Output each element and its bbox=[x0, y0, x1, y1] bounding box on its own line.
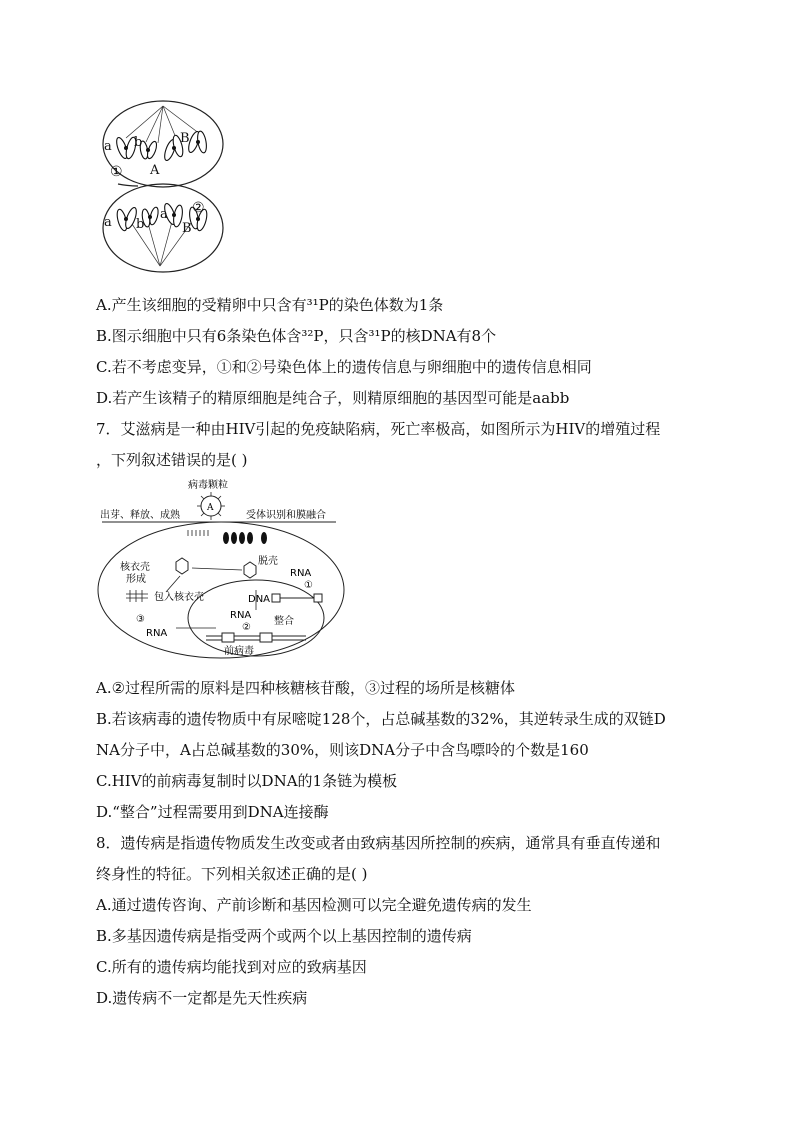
label-a-bottom-1: a bbox=[104, 215, 112, 230]
label-b-top: b bbox=[134, 135, 143, 150]
label-step3: ③ bbox=[136, 614, 145, 625]
q8-stem-line1: 8．遗传病是指遗传物质发生改变或者由致病基因所控制的疾病，通常具有垂直传递和 bbox=[96, 834, 661, 852]
label-rna-nucleus: RNA bbox=[230, 610, 252, 621]
q8-option-b: B.多基因遗传病是指受两个或两个以上基因控制的遗传病 bbox=[96, 927, 472, 945]
virion-glyph: A bbox=[207, 503, 214, 513]
label-capsid-form1: 核衣壳 bbox=[120, 562, 150, 573]
label-A-mid: A bbox=[150, 163, 160, 178]
q6-option-a: A.产生该细胞的受精卵中只含有³¹P的染色体数为1条 bbox=[96, 296, 444, 314]
label-rna-top: RNA bbox=[290, 568, 312, 579]
q7-stem-line1: 7．艾滋病是一种由HIV引起的免疫缺陷病，死亡率极高，如图所示为HIV的增殖过程 bbox=[96, 420, 661, 438]
q7-option-b-line1: B.若该病毒的遗传物质中有尿嘧啶128个，占总碱基数的32%，其逆转录生成的双链D bbox=[96, 710, 666, 728]
label-pack: 包入核衣壳 bbox=[154, 592, 204, 603]
q8-option-d: D.遗传病不一定都是先天性疾病 bbox=[96, 989, 308, 1007]
q8-option-c: C.所有的遗传病均能找到对应的致病基因 bbox=[96, 958, 367, 976]
q6-option-c: C.若不考虑变异，①和②号染色体上的遗传信息与卵细胞中的遗传信息相同 bbox=[96, 358, 592, 376]
label-uncoat: 脱壳 bbox=[258, 556, 278, 567]
q7-option-a: A.②过程所需的原料是四种核糖核苷酸，③过程的场所是核糖体 bbox=[96, 679, 516, 697]
label-receptor: 受体识别和膜融合 bbox=[246, 510, 326, 521]
label-a-bottom-2: a bbox=[160, 207, 168, 222]
label-step2: ② bbox=[242, 622, 251, 633]
label-integrate: 整合 bbox=[274, 616, 294, 627]
hiv-replication-figure bbox=[96, 478, 346, 662]
q7-option-b-line2: NA分子中，A占总碱基数的30%，则该DNA分子中含鸟嘌呤的个数是160 bbox=[96, 741, 589, 759]
label-dna: DNA bbox=[248, 594, 271, 605]
label-circle-2: ② bbox=[192, 200, 205, 216]
label-b-bottom: b bbox=[136, 217, 145, 232]
label-step1: ① bbox=[304, 580, 313, 591]
q8-option-a: A.通过遗传咨询、产前诊断和基因检测可以完全避免遗传病的发生 bbox=[96, 896, 532, 914]
label-B-bottom: B bbox=[182, 221, 192, 236]
label-budding: 出芽、释放、成熟 bbox=[100, 510, 180, 521]
label-provirus: 前病毒 bbox=[224, 646, 254, 657]
q7-stem-line2: ，下列叙述错误的是( ) bbox=[96, 451, 248, 469]
q7-option-c: C.HIV的前病毒复制时以DNA的1条链为模板 bbox=[96, 772, 398, 790]
label-B-top: B bbox=[180, 131, 190, 146]
q6-option-d: D.若产生该精子的精原细胞是纯合子，则精原细胞的基因型可能是aabb bbox=[96, 389, 570, 407]
q8-stem-line2: 终身性的特征。下列相关叙述正确的是( ) bbox=[96, 865, 368, 883]
q6-option-b: B.图示细胞中只有6条染色体含³²P，只含³¹P的核DNA有8个 bbox=[96, 327, 497, 345]
label-rna-left: RNA bbox=[146, 628, 168, 639]
label-capsid-form2: 形成 bbox=[126, 574, 146, 585]
cell-division-figure bbox=[98, 98, 228, 276]
label-a-top: a bbox=[104, 139, 112, 154]
label-circle-1: ① bbox=[110, 164, 123, 180]
q7-option-d: D.“整合”过程需要用到DNA连接酶 bbox=[96, 803, 329, 821]
label-virus-particle: 病毒颗粒 bbox=[188, 480, 228, 491]
